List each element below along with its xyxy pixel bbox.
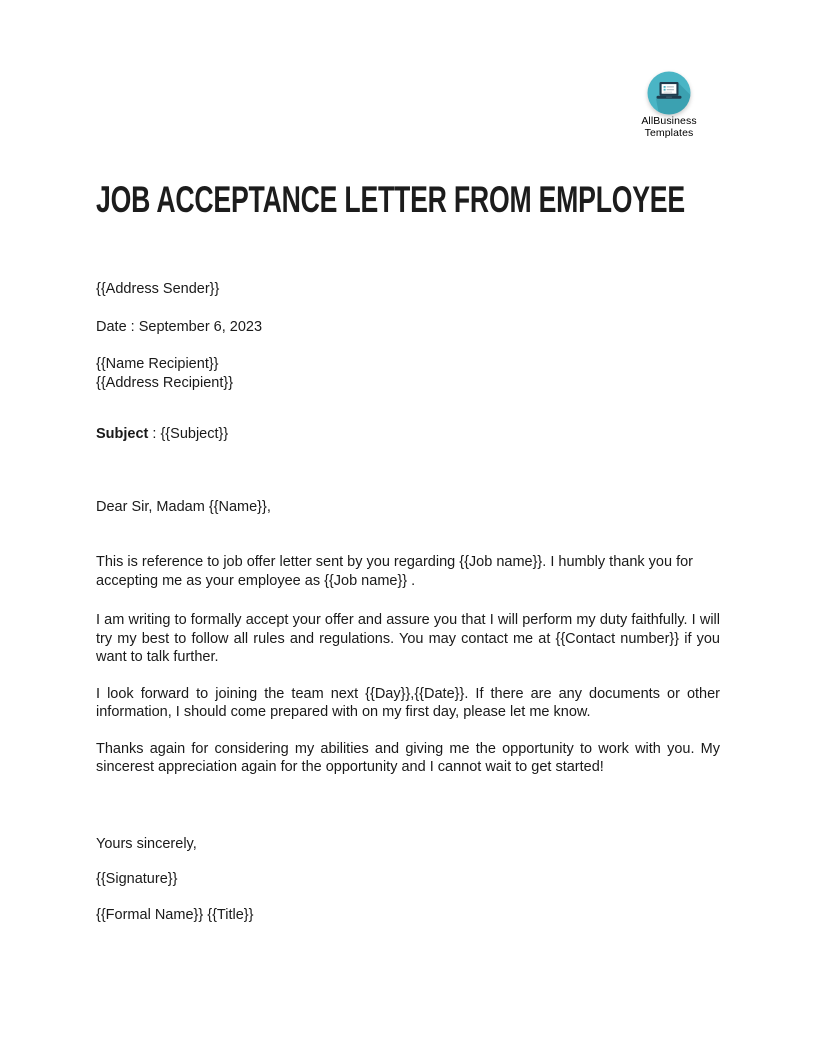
date-line: Date : September 6, 2023	[96, 318, 263, 335]
closing-line: Yours sincerely,	[96, 835, 197, 852]
subject-value: : {{Subject}}	[148, 426, 229, 442]
paragraph-reference: This is reference to job offer letter sent by you regarding {{Job name}}. I humbly thank you for accepting me as your employee as {{Job name}} .	[96, 554, 693, 589]
paragraph-thanks: Thanks again for considering my abilities and giving me the opportunity to work with you. My sincerest appreciation again for the opportunity and I cannot wait to get started!	[96, 740, 720, 775]
paragraph-acceptance: I am writing to formally accept your offer and assure you that I will perform my duty faithfully. I will try my best to follow all rules and regulations. You may contact me at {{Contact number}} if you want to talk further.	[96, 612, 720, 665]
salutation: Dear Sir, Madam {{Name}},	[96, 498, 271, 515]
brand-name-line1: AllBusiness	[641, 115, 697, 127]
signature-placeholder: {{Signature}}	[96, 871, 178, 887]
letter-body	[96, 0, 720, 924]
brand-name-line2: Templates	[644, 126, 694, 139]
address-sender-placeholder: {{Address Sender}}	[96, 281, 220, 297]
name-recipient-placeholder: {{Name Recipient}}	[96, 356, 219, 372]
page-title	[96, 179, 720, 220]
paragraph-joining: I look forward to joining the team next {{Day}},{{Date}}. If there are any documents or other information, I should come prepared with on my first day, please let me know.	[96, 685, 720, 720]
recipient-block	[96, 355, 720, 392]
address-recipient-placeholder: {{Address Recipient}}	[96, 374, 234, 391]
signoff-placeholder: {{Formal Name}} {{Title}}	[96, 906, 254, 923]
subject-line	[96, 425, 720, 444]
subject-label: Subject	[96, 426, 149, 442]
page-title-text: JOB ACCEPTANCE LETTER FROM EMPLOYEE	[96, 179, 685, 220]
